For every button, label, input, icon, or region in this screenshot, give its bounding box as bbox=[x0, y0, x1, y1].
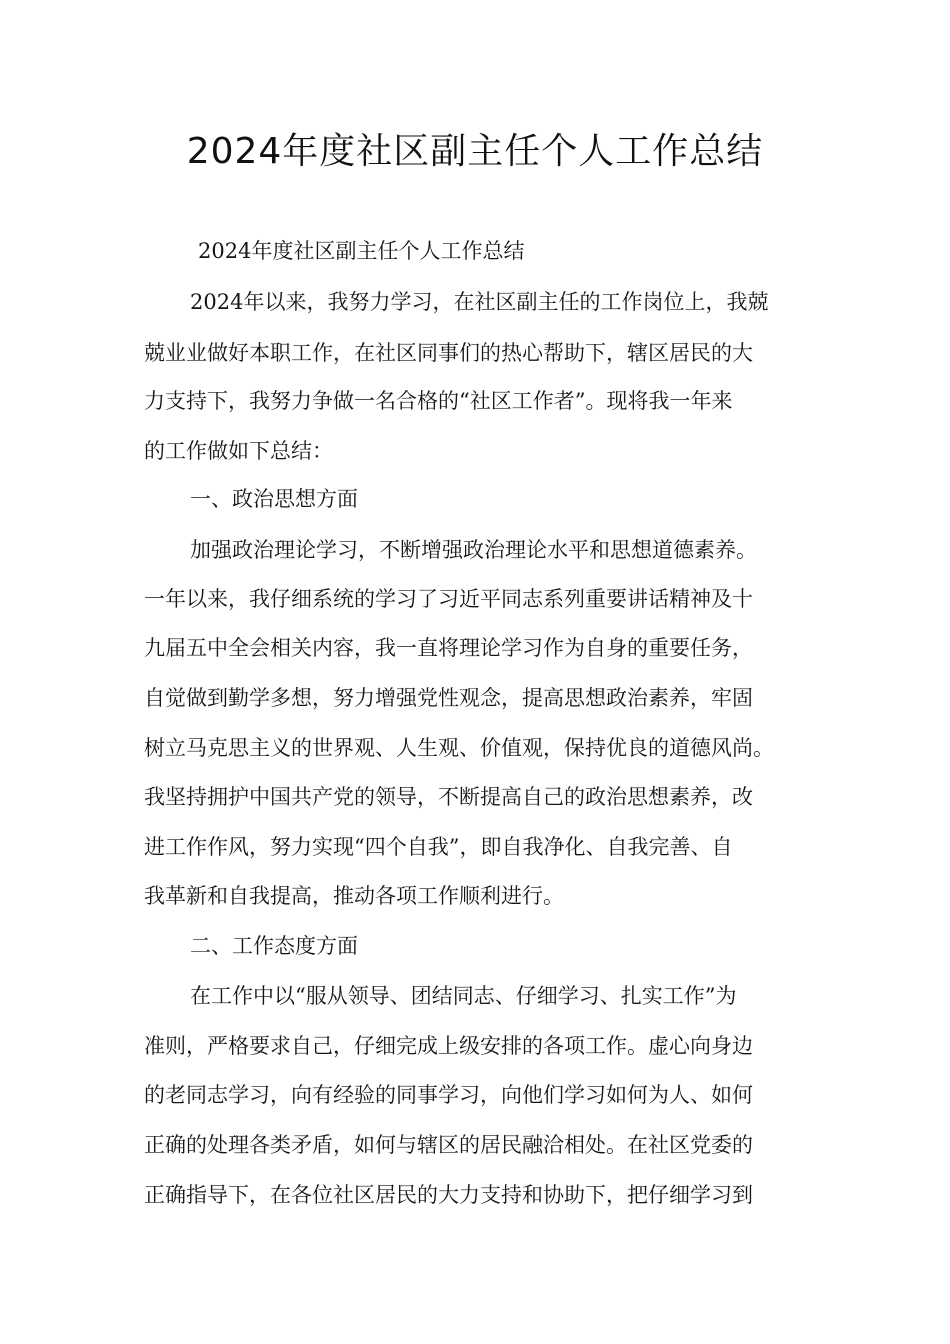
paragraph-line: 兢业业做好本职工作，在社区同事们的热心帮助下，辖区居民的大 bbox=[144, 341, 753, 365]
paragraph-line: 我革新和自我提高，推动各项工作顺利进行。 bbox=[144, 884, 564, 908]
paragraph-line: 我坚持拥护中国共产党的领导，不断提高自己的政治思想素养，改 bbox=[144, 785, 753, 809]
paragraph-line: 正确指导下，在各位社区居民的大力支持和协助下，把仔细学习到 bbox=[144, 1183, 753, 1207]
paragraph-line: 力支持下，我努力争做一名合格的“社区工作者”。现将我一年来 bbox=[144, 389, 733, 413]
paragraph-line: 进工作作风，努力实现“四个自我”，即自我净化、自我完善、自 bbox=[144, 835, 733, 859]
document-title: 2024年度社区副主任个人工作总结 bbox=[186, 131, 764, 172]
paragraph-line: 树立马克思主义的世界观、人生观、价值观，保持优良的道德风尚。 bbox=[144, 736, 774, 760]
paragraph-line: 准则，严格要求自己，仔细完成上级安排的各项工作。虚心向身边 bbox=[144, 1034, 753, 1058]
paragraph-line: 一年以来，我仔细系统的学习了习近平同志系列重要讲话精神及十 bbox=[144, 587, 753, 611]
paragraph-line: 正确的处理各类矛盾，如何与辖区的居民融洽相处。在社区党委的 bbox=[144, 1133, 753, 1157]
paragraph-line: 九届五中全会相关内容，我一直将理论学习作为自身的重要任务， bbox=[144, 636, 753, 660]
paragraph-line: 加强政治理论学习，不断增强政治理论水平和思想道德素养。 bbox=[190, 538, 757, 562]
paragraph-line: 的工作做如下总结： bbox=[144, 439, 333, 463]
paragraph-line: 自觉做到勤学多想，努力增强党性观念，提高思想政治素养，牢固 bbox=[144, 686, 753, 710]
section-heading: 二、工作态度方面 bbox=[190, 934, 358, 958]
document-subtitle-line: 2024年度社区副主任个人工作总结 bbox=[198, 239, 525, 263]
paragraph-line: 的老同志学习，向有经验的同事学习，向他们学习如何为人、如何 bbox=[144, 1083, 753, 1107]
paragraph-line: 2024年以来，我努力学习，在社区副主任的工作岗位上，我兢 bbox=[190, 290, 769, 314]
section-heading: 一、政治思想方面 bbox=[190, 487, 358, 511]
paragraph-line: 在工作中以“服从领导、团结同志、仔细学习、扎实工作”为 bbox=[190, 984, 737, 1008]
